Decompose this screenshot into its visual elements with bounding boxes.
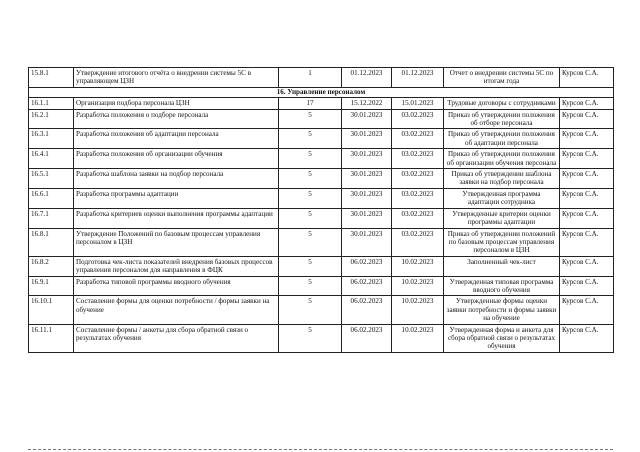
duration-days-cell: 5	[279, 149, 342, 169]
result-document-cell: Утвержденные формы оценки заявки потребности и формы заявки на обучение	[444, 296, 560, 324]
responsible-person-cell: Курсов С.А.	[560, 276, 614, 296]
start-date-cell: 06.02.2023	[342, 296, 392, 324]
task-name-cell: Разработка программы адаптации	[74, 188, 279, 208]
start-date-cell: 30.01.2023	[342, 228, 392, 256]
section-title: 16. Управление персоналом	[29, 87, 614, 97]
row-number-cell: 16.4.1	[29, 149, 74, 169]
start-date-cell: 06.02.2023	[342, 256, 392, 276]
result-document-cell: Приказ об утверждении положения об отборе персонала	[444, 109, 560, 129]
task-name-cell: Подготовка чек-листа показателей внедрения базовых процессов управления персоналом для направления в ФЦК	[74, 256, 279, 276]
duration-days-cell: 17	[279, 98, 342, 109]
start-date-cell: 15.12.2022	[342, 98, 392, 109]
row-number-cell: 16.9.1	[29, 276, 74, 296]
task-name-cell: Составление формы / анкеты для сбора обратной связи о результатах обучения	[74, 324, 279, 352]
end-date-cell: 01.12.2023	[392, 68, 444, 88]
row-number-cell: 16.1.1	[29, 98, 74, 109]
duration-days-cell: 5	[279, 276, 342, 296]
duration-days-cell: 5	[279, 129, 342, 149]
table-row	[29, 109, 614, 129]
table-row	[29, 208, 614, 228]
end-date-cell: 10.02.2023	[392, 276, 444, 296]
start-date-cell: 06.02.2023	[342, 324, 392, 352]
result-document-cell: Приказ об утверждении шаблона заявки на подбор персонала	[444, 169, 560, 189]
task-name-cell: Разработка положения об адаптации персонала	[74, 129, 279, 149]
table-row	[29, 169, 614, 189]
table-row	[29, 276, 614, 296]
result-document-cell: Заполненный чек-лист	[444, 256, 560, 276]
end-date-cell: 10.02.2023	[392, 256, 444, 276]
row-number-cell: 16.3.1	[29, 129, 74, 149]
responsible-person-cell: Курсов С.А.	[560, 296, 614, 324]
row-number-cell: 15.8.1	[29, 68, 74, 88]
responsible-person-cell: Курсов С.А.	[560, 68, 614, 88]
responsible-person-cell: Курсов С.А.	[560, 188, 614, 208]
start-date-cell: 30.01.2023	[342, 188, 392, 208]
end-date-cell: 03.02.2023	[392, 129, 444, 149]
task-name-cell: Составление формы для оценки потребности / формы заявки на обучение	[74, 296, 279, 324]
task-name-cell: Утверждение Положений по базовым процессам управления персоналом в ЦЗН	[74, 228, 279, 256]
responsible-person-cell: Курсов С.А.	[560, 98, 614, 109]
start-date-cell: 30.01.2023	[342, 149, 392, 169]
row-number-cell: 16.5.1	[29, 169, 74, 189]
table-body	[29, 68, 614, 353]
result-document-cell: Приказ об утверждении положений по базовым процессам управления персоналом в ЦЗН	[444, 228, 560, 256]
responsible-person-cell: Курсов С.А.	[560, 149, 614, 169]
responsible-person-cell: Курсов С.А.	[560, 228, 614, 256]
table-row	[29, 98, 614, 109]
end-date-cell: 15.01.2023	[392, 98, 444, 109]
responsible-person-cell: Курсов С.А.	[560, 208, 614, 228]
end-date-cell: 03.02.2023	[392, 228, 444, 256]
start-date-cell: 30.01.2023	[342, 109, 392, 129]
duration-days-cell: 1	[279, 68, 342, 88]
end-date-cell: 03.02.2023	[392, 109, 444, 129]
row-number-cell: 16.11.1	[29, 324, 74, 352]
row-number-cell: 16.10.1	[29, 296, 74, 324]
duration-days-cell: 5	[279, 296, 342, 324]
row-number-cell: 16.8.1	[29, 228, 74, 256]
duration-days-cell: 5	[279, 109, 342, 129]
section-header-row	[29, 87, 614, 97]
start-date-cell: 01.12.2023	[342, 68, 392, 88]
duration-days-cell: 5	[279, 256, 342, 276]
end-date-cell: 10.02.2023	[392, 324, 444, 352]
task-name-cell: Утверждение итогового отчёта о внедрении системы 5С в управляющем ЦЗН	[74, 68, 279, 88]
table-row	[29, 129, 614, 149]
end-date-cell: 03.02.2023	[392, 149, 444, 169]
table-row	[29, 296, 614, 324]
end-date-cell: 03.02.2023	[392, 208, 444, 228]
page-bottom-divider	[28, 449, 613, 451]
result-document-cell: Трудовые договоры с сотрудниками	[444, 98, 560, 109]
result-document-cell: Утвержденная программа адаптации сотрудника	[444, 188, 560, 208]
responsible-person-cell: Курсов С.А.	[560, 109, 614, 129]
row-number-cell: 16.7.1	[29, 208, 74, 228]
task-name-cell: Организация подбора персонала ЦЗН	[74, 98, 279, 109]
result-document-cell: Утвержденная типовая программа вводного обучения	[444, 276, 560, 296]
end-date-cell: 03.02.2023	[392, 169, 444, 189]
table-row	[29, 188, 614, 208]
result-document-cell: Приказ об утверждении положения об адаптации персонала	[444, 129, 560, 149]
plan-table	[28, 67, 614, 353]
table-row	[29, 228, 614, 256]
table-row	[29, 324, 614, 352]
task-name-cell: Разработка типовой программы вводного обучения	[74, 276, 279, 296]
start-date-cell: 06.02.2023	[342, 276, 392, 296]
result-document-cell: Утвержденная форма и анкета для сбора обратной связи о результатах обучения	[444, 324, 560, 352]
duration-days-cell: 5	[279, 228, 342, 256]
row-number-cell: 16.8.2	[29, 256, 74, 276]
task-name-cell: Разработка положения об организации обучения	[74, 149, 279, 169]
duration-days-cell: 5	[279, 324, 342, 352]
row-number-cell: 16.6.1	[29, 188, 74, 208]
duration-days-cell: 5	[279, 169, 342, 189]
table-row	[29, 68, 614, 88]
responsible-person-cell: Курсов С.А.	[560, 169, 614, 189]
result-document-cell: Утвержденные критерии оценки программы адаптации	[444, 208, 560, 228]
row-number-cell: 16.2.1	[29, 109, 74, 129]
result-document-cell: Приказ об утверждении положения об организации обучения персонала	[444, 149, 560, 169]
responsible-person-cell: Курсов С.А.	[560, 256, 614, 276]
start-date-cell: 30.01.2023	[342, 129, 392, 149]
table-row	[29, 256, 614, 276]
start-date-cell: 30.01.2023	[342, 169, 392, 189]
duration-days-cell: 5	[279, 188, 342, 208]
task-name-cell: Разработка шаблона заявки на подбор персонала	[74, 169, 279, 189]
responsible-person-cell: Курсов С.А.	[560, 129, 614, 149]
table-row	[29, 149, 614, 169]
start-date-cell: 30.01.2023	[342, 208, 392, 228]
responsible-person-cell: Курсов С.А.	[560, 324, 614, 352]
duration-days-cell: 5	[279, 208, 342, 228]
result-document-cell: Отчет о внедрении системы 5С по итогам года	[444, 68, 560, 88]
task-name-cell: Разработка критериев оценки выполнения программы адаптации	[74, 208, 279, 228]
task-name-cell: Разработка положения о подборе персонала	[74, 109, 279, 129]
end-date-cell: 03.02.2023	[392, 188, 444, 208]
end-date-cell: 10.02.2023	[392, 296, 444, 324]
